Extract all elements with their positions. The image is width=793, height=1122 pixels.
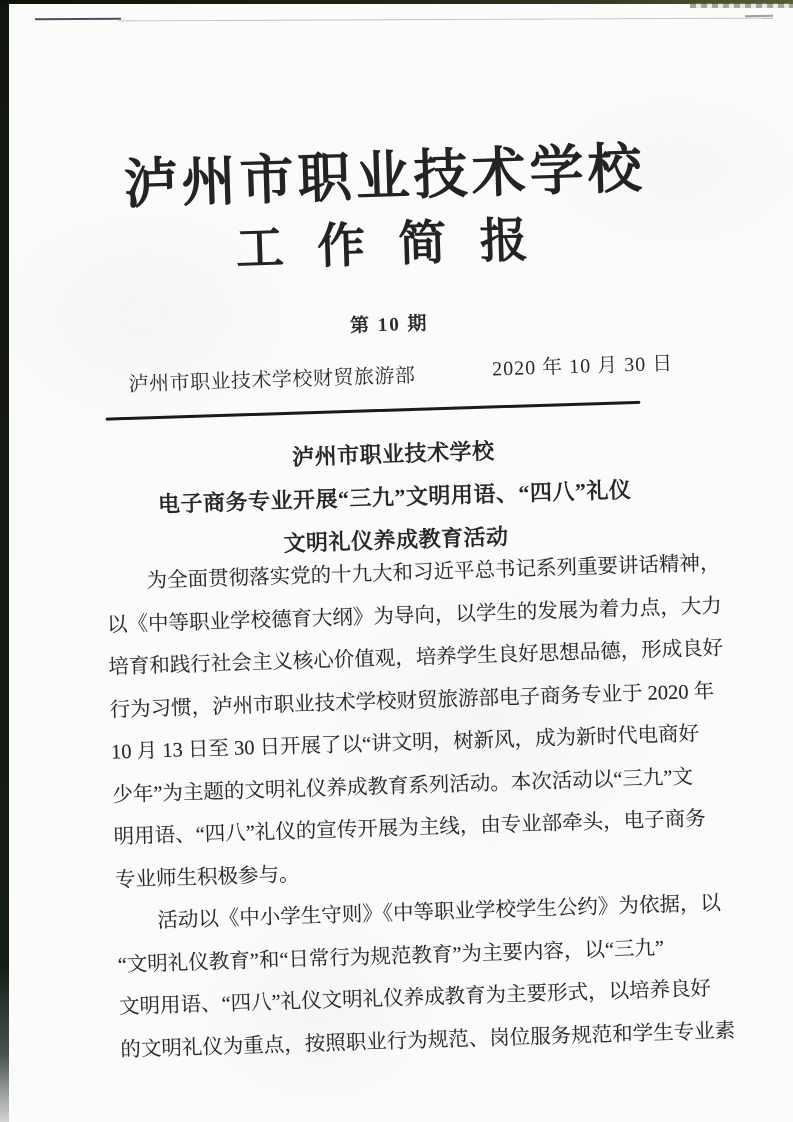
body-line: 10 月 13 日至 30 日开展了以“讲文明，树新风，成为新时代电商好 [110,723,700,764]
body-line: 为全面贯彻落实党的十九大和习近平总书记系列重要讲话精神， [146,552,721,593]
body-line: 专业师生积极参与。 [114,863,300,892]
issue-number: 第 10 期 [349,313,429,337]
body-line: 少年”为主题的文明礼仪养成教育系列活动。本次活动以“三九”文 [112,765,694,807]
publisher-department: 泸州市职业技术学校财贸旅游部 [128,364,416,396]
body-line: 活动以《中小学生守则》《中等职业学校学生公约》为依据，以 [157,892,722,933]
scan-top-edge [0,0,793,4]
scan-top-corner-noise [690,3,793,8]
body-line: “文明礼仪教育”和“日常行为规范教育”为主要内容，以“三九” [117,936,665,976]
publication-date: 2020 年 10 月 30 日 [491,352,674,381]
article-title-line1: 泸州市职业技术学校 [291,438,495,470]
article-title-line2: 电子商务专业开展“三九”文明用语、“四八”礼仪 [157,477,632,518]
body-line: 明用语、“四八”礼仪的宣传开展为主线，由专业部牵头，电子商务 [113,807,706,849]
masthead-bulletin-title: 工 作 简 报 [234,213,539,277]
masthead-school-name: 泸州市职业技术学校 [122,138,647,215]
body-line: 文明用语、“四八”礼仪文明礼仪养成教育为主要形式，以培养良好 [118,977,712,1019]
body-line: 以《中等职业学校德育大纲》为导向，以学生的发展为着力点，大力 [106,594,723,637]
body-line: 行为习惯，泸州市职业技术学校财贸旅游部电子商务专业于 2020 年 [109,680,715,722]
article-title-line3: 文明礼仪养成教育活动 [283,524,509,557]
body-line: 培育和践行社会主义核心价值观，培养学生良好思想品德，形成良好 [108,637,724,679]
scan-left-edge [0,0,9,1122]
body-line: 的文明礼仪为重点，按照职业行为规范、岗位服务规范和学生专业素 [120,1019,736,1061]
header-separator-rule [106,401,641,421]
article-body [105,542,739,1071]
